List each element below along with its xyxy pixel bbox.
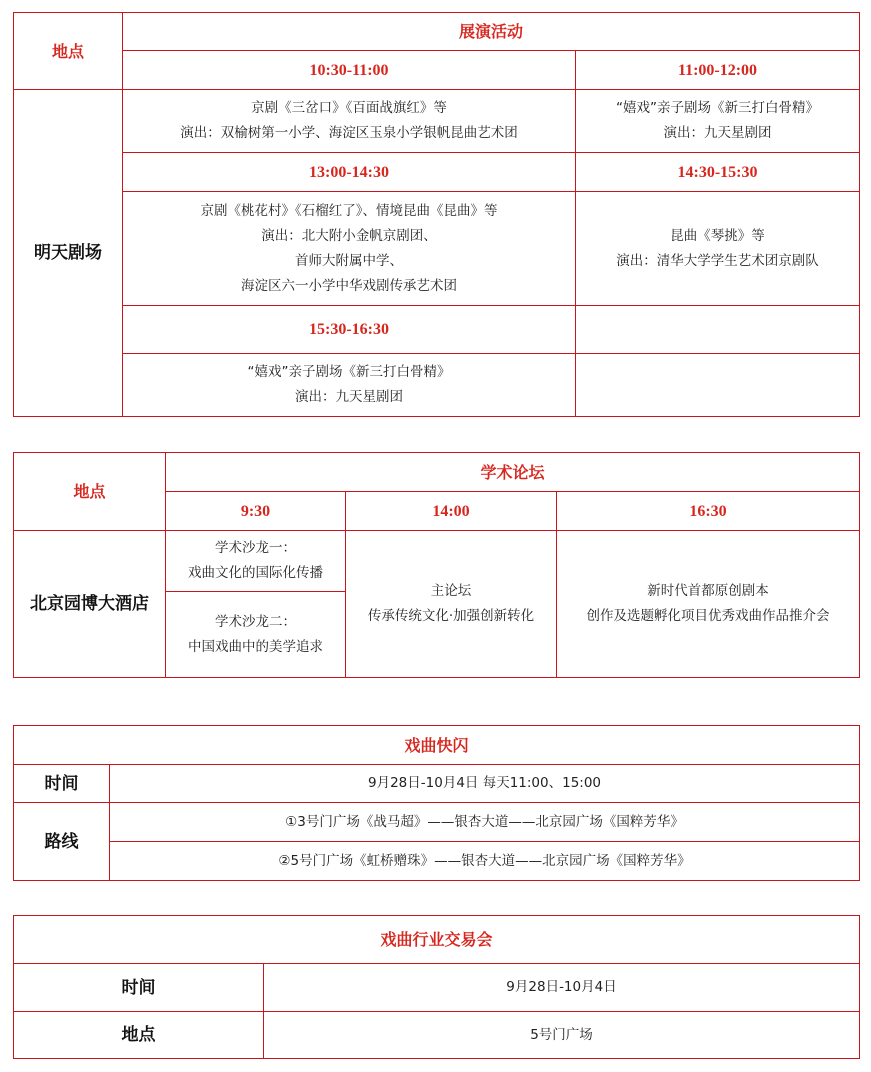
program: 京剧《桃花村》《石榴红了》、情境昆曲《昆曲》等 演出：北大附小金帆京剧团、 首师大附属中学、 海淀区六一小学中华戏剧传承艺术团 — [123, 192, 576, 306]
time-slot: 9:30 — [166, 492, 346, 531]
empty-cell — [576, 354, 860, 417]
route: ①3号门广场《战马超》——银杏大道——北京园广场《国粹芳华》 — [110, 803, 860, 842]
time-label: 时间 — [14, 765, 110, 803]
venue: 北京园博大酒店 — [14, 531, 166, 678]
performance-table — [13, 12, 860, 417]
section-title: 戏曲行业交易会 — [14, 916, 860, 964]
salon-1: 学术沙龙一： 戏曲文化的国际化传播 — [166, 531, 346, 592]
time-slot: 10:30-11:00 — [123, 51, 576, 90]
fair-table — [13, 915, 860, 1059]
main-forum: 主论坛 传承传统文化·加强创新转化 — [346, 531, 557, 678]
time-slot: 13:00-14:30 — [123, 153, 576, 192]
time-slot: 16:30 — [557, 492, 860, 531]
time-slot: 11:00-12:00 — [576, 51, 860, 90]
section-title: 戏曲快闪 — [14, 726, 860, 765]
location-label: 地点 — [14, 1012, 264, 1059]
program: 昆曲《琴挑》等 演出：清华大学学生艺术团京剧队 — [576, 192, 860, 306]
salon-2: 学术沙龙二： 中国戏曲中的美学追求 — [166, 592, 346, 678]
flash-table — [13, 725, 860, 881]
empty-cell — [576, 306, 860, 354]
location-header: 地点 — [14, 453, 166, 531]
location-value: 5号门广场 — [264, 1012, 860, 1059]
section-title: 学术论坛 — [166, 453, 860, 492]
location-header: 地点 — [14, 13, 123, 90]
time-slot: 15:30-16:30 — [123, 306, 576, 354]
time-slot: 14:00 — [346, 492, 557, 531]
program: “嬉戏”亲子剧场《新三打白骨精》 演出：九天星剧团 — [123, 354, 576, 417]
section-title: 展演活动 — [123, 13, 860, 51]
route-label: 路线 — [14, 803, 110, 881]
venue: 明天剧场 — [14, 90, 123, 417]
time-slot: 14:30-15:30 — [576, 153, 860, 192]
time-value: 9月28日-10月4日 — [264, 964, 860, 1012]
time-label: 时间 — [14, 964, 264, 1012]
late-forum: 新时代首都原创剧本 创作及选题孵化项目优秀戏曲作品推介会 — [557, 531, 860, 678]
program: 京剧《三岔口》《百面战旗红》等 演出：双榆树第一小学、海淀区玉泉小学银帆昆曲艺术团 — [123, 90, 576, 153]
forum-table — [13, 452, 860, 678]
program: “嬉戏”亲子剧场《新三打白骨精》 演出：九天星剧团 — [576, 90, 860, 153]
time-value: 9月28日-10月4日 每天11:00、15:00 — [110, 765, 860, 803]
route: ②5号门广场《虹桥赠珠》——银杏大道——北京园广场《国粹芳华》 — [110, 842, 860, 881]
